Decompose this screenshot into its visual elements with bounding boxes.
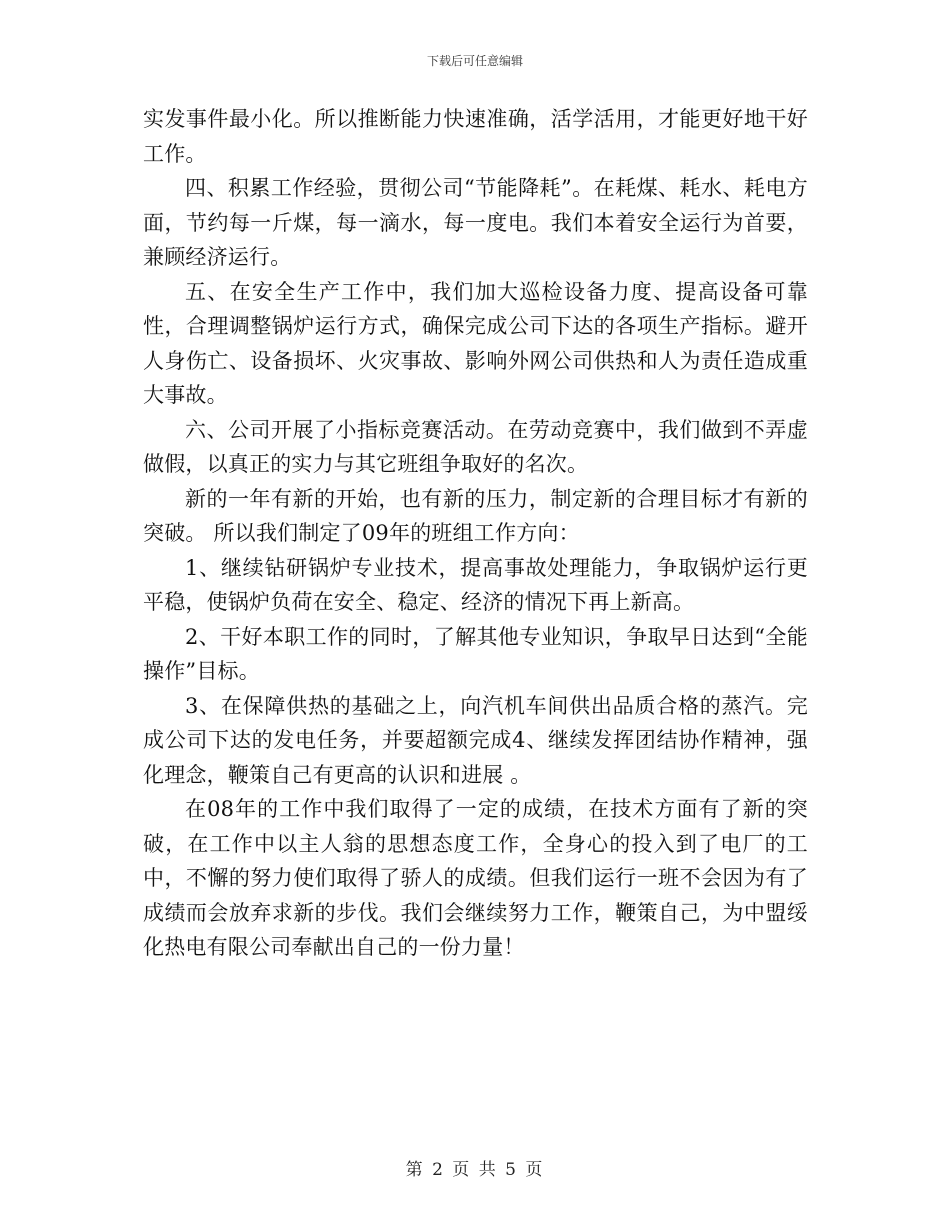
paragraph-new-year: 新的一年有新的开始，也有新的压力，制定新的合理目标才有新的突破。 所以我们制定了09年的班组工作方向： bbox=[143, 486, 808, 545]
document-body bbox=[143, 102, 808, 965]
paragraph-conclusion: 在08年的工作中我们取得了一定的成绩，在技术方面有了新的突破，在工作中以主人翁的思想态度工作，全身心的投入到了电厂的工中，不懈的努力使们取得了骄人的成绩。但我们运行一班不会因为有了成绩而会放弃求新的步伐。我们会继续努力工作，鞭策自己，为中盟绥化热电有限公司奉献出自己的一份力量！ bbox=[143, 797, 808, 959]
paragraph-plan-3: 3、在保障供热的基础之上，向汽机车间供出品质合格的蒸汽。完成公司下达的发电任务，并要超额完成4、继续发挥团结协作精神，强化理念，鞭策自己有更高的认识和进展 。 bbox=[143, 693, 808, 787]
paragraph-item-6: 六、公司开展了小指标竞赛活动。在劳动竞赛中，我们做到不弄虚做假，以真正的实力与其它班组争取好的名次。 bbox=[143, 417, 808, 476]
page-header: 下载后可任意编辑 bbox=[426, 54, 523, 68]
page-number: 第 2 页 共 5 页 bbox=[405, 1160, 545, 1180]
paragraph-continuation: 实发事件最小化。所以推断能力快速准确，活学活用，才能更好地干好工作。 bbox=[143, 107, 808, 166]
paragraph-item-4: 四、积累工作经验，贯彻公司“节能降耗”。在耗煤、耗水、耗电方面，节约每一斤煤，每一滴水，每一度电。我们本着安全运行为首要，兼顾经济运行。 bbox=[143, 176, 808, 269]
paragraph-item-5: 五、在安全生产工作中，我们加大巡检设备力度、提高设备可靠性，合理调整锅炉运行方式，确保完成公司下达的各项生产指标。避开人身伤亡、设备损坏、火灾事故、影响外网公司供热和人为责任造成重大事故。 bbox=[143, 279, 808, 407]
paragraph-plan-1: 1、继续钻研锅炉专业技术，提高事故处理能力，争取锅炉运行更平稳，使锅炉负荷在安全、稳定、经济的情况下再上新高。 bbox=[143, 555, 808, 614]
paragraph-plan-2: 2、干好本职工作的同时，了解其他专业知识，争取早日达到“全能操作”目标。 bbox=[143, 624, 808, 683]
